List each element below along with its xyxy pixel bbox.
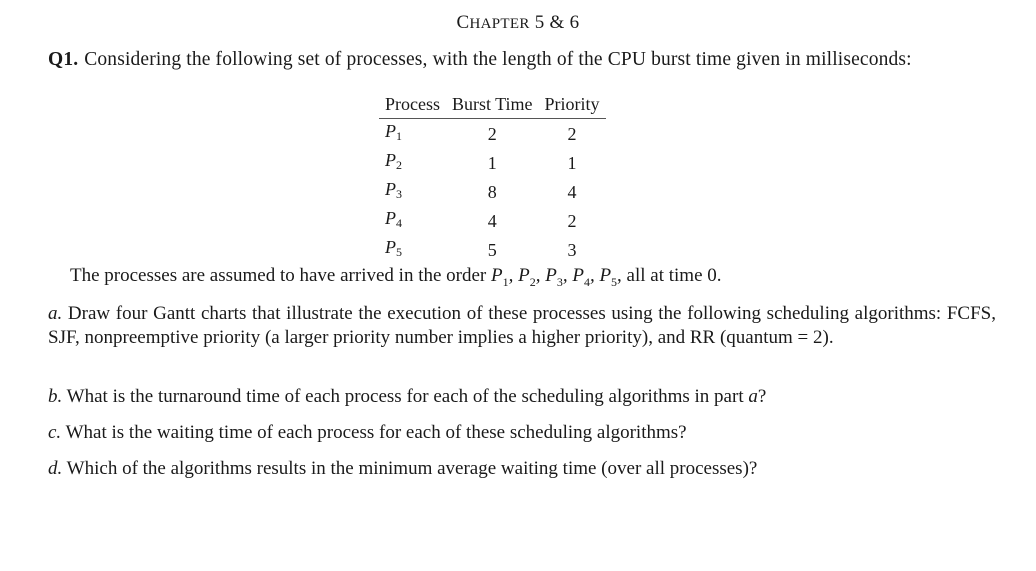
header-burst-time: Burst Time: [446, 92, 539, 119]
table-row: [379, 206, 606, 235]
header-process: Process: [379, 92, 446, 119]
part-a: [48, 302, 996, 350]
burst-time: 2: [487, 123, 497, 144]
table-header-row: [379, 92, 606, 119]
part-text: What is the waiting time of each process for each of these scheduling algorithms?: [65, 422, 687, 443]
burst-time: 4: [487, 210, 497, 231]
priority: 2: [567, 210, 577, 231]
arrival-statement: The processes are assumed to have arrived in the order $P_1$, $P_2$, $P_3$, $P_4$, $P_5$, all at time 0.: [70, 265, 722, 289]
process-table: [379, 92, 606, 264]
part-label: a.: [48, 303, 63, 324]
part-label: d.: [48, 458, 63, 479]
question-intro: [48, 49, 912, 71]
part-text: Which of the algorithms results in the minimum average waiting time (over all processes)?: [66, 458, 758, 479]
part-b: b. What is the turnaround time of each process for each of the scheduling algorithms in part a?: [48, 386, 767, 407]
process-name: $P_2$: [385, 150, 402, 172]
priority: 2: [567, 123, 577, 144]
process-name: $P_3$: [385, 179, 402, 201]
process-name: $P_4$: [385, 208, 402, 230]
burst-time: 1: [487, 152, 497, 173]
chapter-initial: C: [456, 12, 470, 33]
header-priority: Priority: [539, 92, 606, 119]
burst-time: 5: [487, 239, 497, 260]
priority: 4: [567, 181, 577, 202]
part-label: b.: [48, 386, 63, 407]
question-label: Q1.: [48, 49, 79, 70]
burst-time: 8: [487, 181, 497, 202]
part-text: What is the turnaround time of each process for each of the scheduling algorithms in part: [66, 386, 749, 407]
chapter-word: HAPTER: [469, 16, 530, 32]
arrival-order: $P_1$, $P_2$, $P_3$, $P_4$, $P_5$: [491, 265, 618, 289]
chapter-heading: [0, 12, 1036, 34]
part-text: Draw four Gantt charts that illustrate the execution of these processes using the following scheduling algorithms: FCFS, SJF, nonpreemptive priority (a larger priority number implies a higher priority), and RR (quantum = 2).: [48, 303, 996, 348]
table-row: [379, 235, 606, 264]
table-row: [379, 119, 606, 149]
part-d: [48, 457, 996, 481]
part-ref: a: [748, 386, 758, 407]
part-c: [48, 421, 996, 445]
process-name: $P_1$: [385, 121, 402, 143]
question-text: Considering the following set of processes, with the length of the CPU burst time given in milliseconds:: [84, 49, 912, 70]
priority: 1: [567, 152, 577, 173]
chapter-number: 5 & 6: [534, 12, 580, 33]
priority: 3: [567, 239, 577, 260]
process-name: $P_5$: [385, 237, 402, 259]
table-row: [379, 148, 606, 177]
part-label: c.: [48, 422, 62, 443]
table-row: [379, 177, 606, 206]
